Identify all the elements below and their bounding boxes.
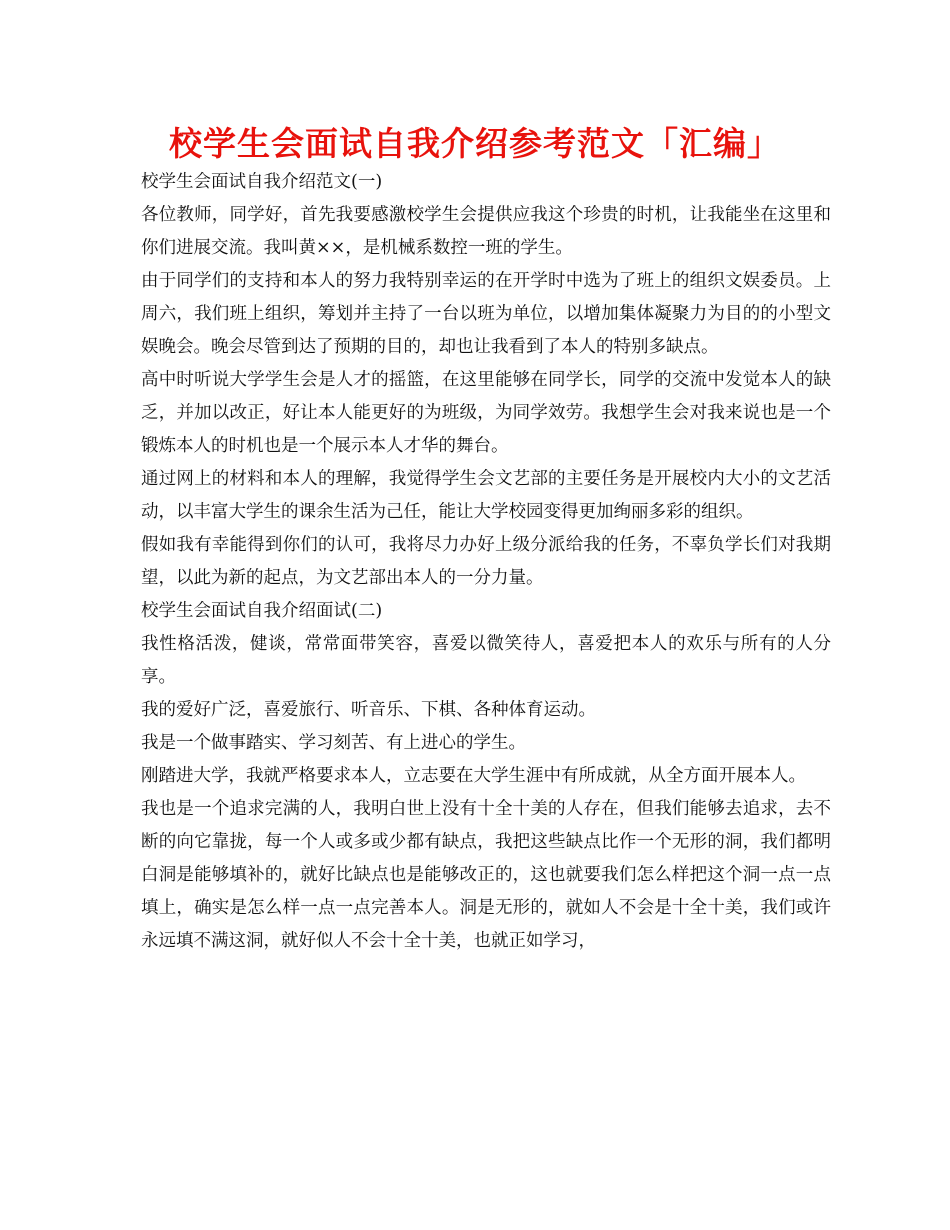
paragraph: 假如我有幸能得到你们的认可，我将尽力办好上级分派给我的任务，不辜负学长们对我期望，以此为新的起点，为文艺部出本人的一分力量。 — [141, 535, 831, 588]
paragraph: 我性格活泼，健谈，常常面带笑容，喜爱以微笑待人，喜爱把本人的欢乐与所有的人分享。 — [141, 634, 831, 687]
paragraph: 我也是一个追求完满的人，我明白世上没有十全十美的人存在，但我们能够去追求，去不断的向它靠拢，每一个人或多或少都有缺点，我把这些缺点比作一个无形的洞，我们都明白洞是能够填补的，就好比缺点也是能够改正的，这也就要我们怎么样把这个洞一点一点填上，确实是怎么样一点一点完善本人。洞是无形的，就如人不会是十全十美，我们或许永远填不满这洞，就好似人不会十全十美，也就正如学习， — [141, 799, 831, 951]
document-body — [141, 166, 831, 958]
paragraph: 由于同学们的支持和本人的努力我特别幸运的在开学时中选为了班上的组织文娱委员。上周六，我们班上组织，筹划并主持了一台以班为单位，以增加集体凝聚力为目的的小型文娱晚会。晚会尽管到达了预期的目的，却也让我看到了本人的特别多缺点。 — [141, 271, 831, 357]
paragraph: 我是一个做事踏实、学习刻苦、有上进心的学生。 — [141, 733, 526, 753]
section-heading-1: 校学生会面试自我介绍范文(一) — [141, 172, 383, 192]
paragraph: 我的爱好广泛，喜爱旅行、听音乐、下棋、各种体育运动。 — [141, 700, 596, 720]
section-heading-2: 校学生会面试自我介绍面试(二) — [141, 601, 383, 621]
paragraph: 通过网上的材料和本人的理解，我觉得学生会文艺部的主要任务是开展校内大小的文艺活动，以丰富大学生的课余生活为己任，能让大学校园变得更加绚丽多彩的组织。 — [141, 469, 831, 522]
paragraph: 高中时听说大学学生会是人才的摇篮，在这里能够在同学长，同学的交流中发觉本人的缺乏，并加以改正，好让本人能更好的为班级，为同学效劳。我想学生会对我来说也是一个锻炼本人的时机也是一个展示本人才华的舞台。 — [141, 370, 831, 456]
paragraph: 各位教师，同学好，首先我要感激校学生会提供应我这个珍贵的时机，让我能坐在这里和你们进展交流。我叫黄××，是机械系数控一班的学生。 — [141, 205, 831, 258]
paragraph: 刚踏进大学，我就严格要求本人，立志要在大学生涯中有所成就，从全方面开展本人。 — [141, 766, 806, 786]
document-title: 校学生会面试自我介绍参考范文「汇编」 — [169, 124, 781, 163]
